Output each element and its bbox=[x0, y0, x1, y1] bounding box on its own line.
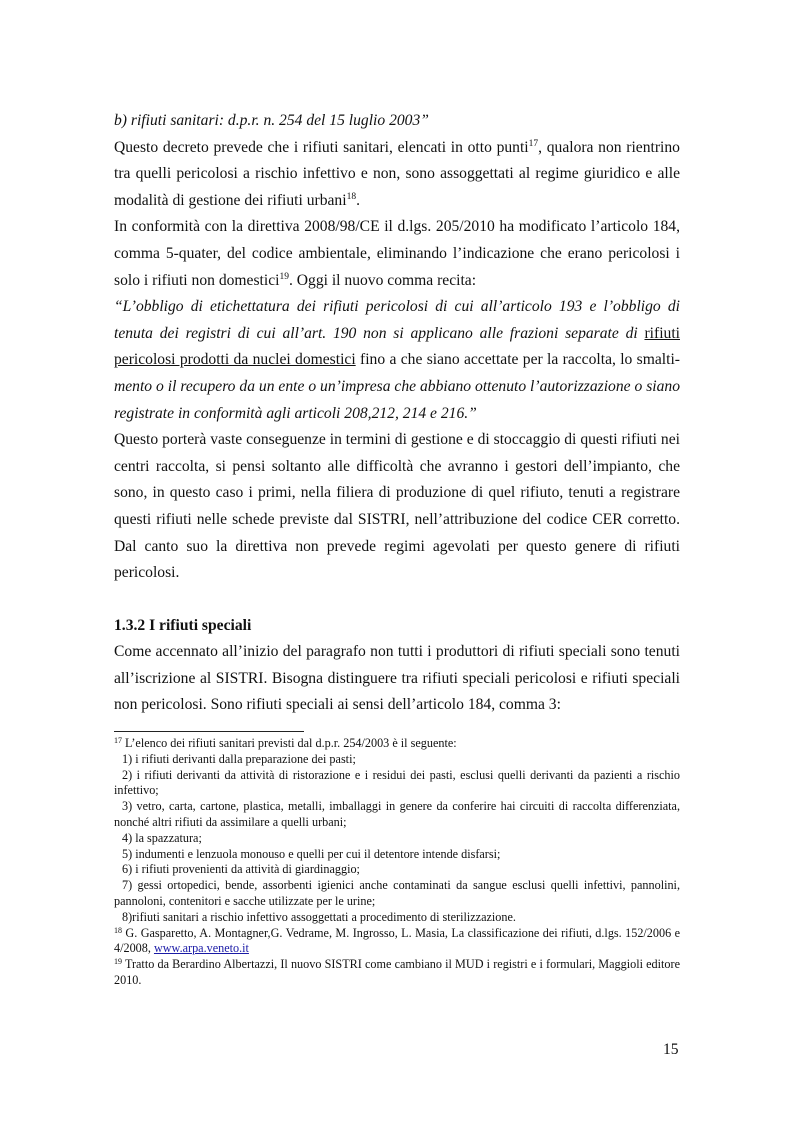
footnote-17-list bbox=[114, 752, 680, 926]
text-run: . Oggi il nuovo comma recita: bbox=[288, 271, 477, 289]
footnote-19 bbox=[114, 957, 680, 989]
section-heading: 1.3.2 I rifiuti speciali bbox=[114, 616, 252, 634]
footnote-number: 19 bbox=[114, 957, 122, 967]
quote-run: “L’obbligo di etichettatura dei rifiuti pericolosi di cui all’articolo 193 e l’obbligo di tenuta dei registri di cui all’art. 190 non si applicano alle frazioni separate di bbox=[114, 298, 680, 342]
footnote-number: 17 bbox=[114, 736, 122, 746]
footnote-list-item: 2) i rifiuti derivanti da attività di ristorazione e i residui dei pasti, esclusi quelli derivanti da pazienti a rischio infettivo; bbox=[114, 767, 680, 798]
paragraph-special-waste: Come accennato all’inizio del paragrafo non tutti i produttori di rifiuti speciali sono tenuti all’iscrizione al SISTRI. Bisogna distinguere tra rifiuti speciali pericolosi e rifiuti speciali non pericolosi. Sono rifiuti speciali ai sensi dell’articolo 184, comma 3: bbox=[114, 643, 680, 714]
text-run: , qualora non rientrino tra quelli pericolosi a rischio infettivo e non, sono assoggettati al regime giuridico e alle modalità di gestione dei rifiuti urbani bbox=[114, 138, 680, 209]
page-number: 15 bbox=[663, 1041, 679, 1058]
footnote-ref-19[interactable]: 19 bbox=[279, 271, 289, 282]
footnote-list-item: 7) gessi ortopedici, bende, assorbenti igienici anche contaminati da sangue esclusi quelli infettivi, pannolini, pannoloni, contenitori e sacche utilizzate per le urine; bbox=[114, 878, 680, 909]
footnote-list-item: 3) vetro, carta, cartone, plastica, metalli, imballaggi in genere da conferire hai circuiti di raccolta differenziata, nonché altri rifiuti da assimilare a quelli urbani; bbox=[114, 799, 680, 830]
footnote-text: G. Gasparetto, A. Montagner,G. Vedrame, M. Ingrosso, L. Masia, La classificazione dei rifiuti, d.lgs. 152/2006 e 4/2008, bbox=[114, 925, 680, 956]
footnote-ref-17[interactable]: 17 bbox=[528, 138, 539, 149]
text-run: In conformità con la direttiva 2008/98/CE il d.lgs. 205/2010 ha modificato l’articolo 184, comma 5-quater, del codice ambientale, eliminando l’indicazione che erano pericolosi i solo i rifiuti non domestici bbox=[114, 218, 680, 289]
quote-underlined: rifiuti pericolosi prodotti da nuclei domestici bbox=[114, 324, 680, 369]
quote-plain-run: fino a che siano accettate per la raccolta, lo smalti- bbox=[355, 351, 680, 369]
quote-run-end: mento o il recupero da un ente o un’impresa che abbiano ottenuto l’autorizzazione o siano registrate in conformità agli articoli 208,212, 214 e 216.” bbox=[114, 377, 680, 422]
footnote-list-item: 5) indumenti e lenzuola monouso e quelli per cui il detentore intende disfarsi; bbox=[122, 846, 501, 861]
footnote-divider bbox=[114, 731, 304, 732]
footnote-ref-18[interactable]: 18 bbox=[346, 191, 357, 202]
footnote-list-item: 4) la spazzatura; bbox=[122, 830, 202, 845]
text-run: Questo decreto prevede che i rifiuti sanitari, elencati in otto punti bbox=[114, 138, 529, 156]
footnote-17 bbox=[114, 736, 680, 752]
paragraph-decree bbox=[114, 135, 680, 215]
footnote-number: 18 bbox=[114, 925, 122, 935]
footnote-text: L’elenco dei rifiuti sanitari previsti dal d.p.r. 254/2003 è il seguente: bbox=[122, 736, 457, 751]
footnote-text: Tratto da Berardino Albertazzi, Il nuovo SISTRI come cambiano il MUD i registri e i formulari, Maggioli editore 2010. bbox=[114, 957, 680, 988]
footnote-18 bbox=[114, 926, 680, 958]
paragraph-consequences: Questo porterà vaste conseguenze in termini di gestione e di stoccaggio di questi rifiuti nei centri raccolta, si pensi soltanto alle difficoltà che avranno i gestori dell’impianto, che sono, in questo caso i primi, nella filiera di produzione di quel rifiuto, tenuti a registrare questi rifiuti nelle schede previste dal SISTRI, nell’attribuzione del codice CER corretto. Dal canto suo la direttiva non prevede regimi agevolati per questo genere di rifiuti pericolosi. bbox=[114, 431, 680, 582]
footnote-list-item: 6) i rifiuti provenienti da attività di giardinaggio; bbox=[122, 862, 360, 877]
subsection-title: b) rifiuti sanitari: d.p.r. n. 254 del 15 luglio 2003” bbox=[114, 112, 429, 129]
page-content bbox=[114, 108, 680, 989]
text-run: . bbox=[356, 191, 360, 209]
footnote-list-item: 8)rifiuti sanitari a rischio infettivo assoggettati a procedimento di sterilizzazione. bbox=[122, 909, 516, 924]
paragraph-directive bbox=[114, 214, 680, 294]
quoted-law-text bbox=[114, 294, 680, 427]
arpa-veneto-link[interactable]: www.arpa.veneto.it bbox=[153, 941, 249, 956]
footnote-list-item: 1) i rifiuti derivanti dalla preparazione dei pasti; bbox=[122, 751, 356, 766]
